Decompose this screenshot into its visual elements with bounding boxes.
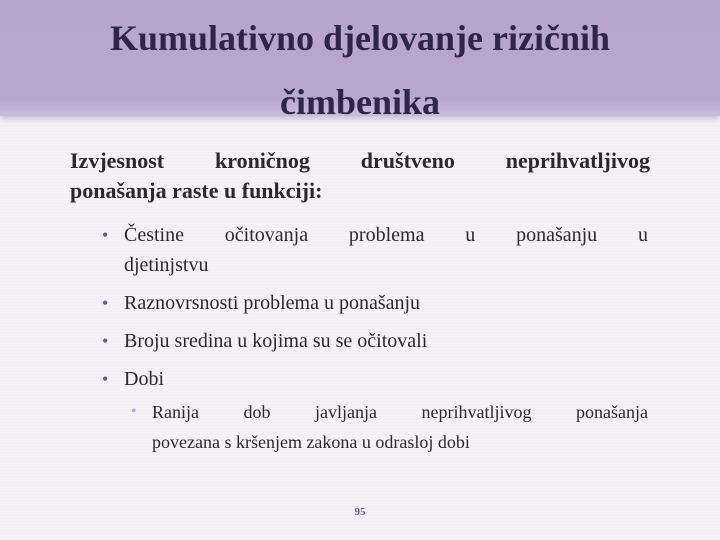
bullet-dot-icon: • <box>102 369 109 389</box>
list-item-text: Broju sredina u kojima su se očitovali <box>124 330 428 352</box>
body-heading-line2: ponašanja raste u funkciji: <box>70 178 323 203</box>
slide-title <box>40 6 680 134</box>
sub-list-item-text-line2: povezana s kršenjem zakona u odrasloj dobi <box>152 432 470 452</box>
list-item-text: Raznovrsnosti problema u ponašanju <box>124 292 421 314</box>
sub-bullet-dot-icon: • <box>131 403 137 420</box>
slide-title-line1: Kumulativno djelovanje rizičnih <box>109 18 610 58</box>
page-number: 95 <box>354 506 366 518</box>
list-item-text: Dobi <box>124 368 164 390</box>
bullet-dot-icon: • <box>102 331 109 351</box>
title-band <box>0 0 720 122</box>
body-heading-line1: Izvjesnost kroničnog društveno neprihvatljivog <box>70 148 650 173</box>
body-heading <box>70 146 650 206</box>
list-item <box>100 288 648 318</box>
list-item <box>100 326 648 356</box>
list-item-text-line1: Čestine očitovanja problema u ponašanju u <box>124 224 648 246</box>
sub-bullet-list <box>128 397 648 457</box>
sub-list-item <box>128 397 648 457</box>
bullet-dot-icon: • <box>102 293 109 313</box>
slide-title-line2: čimbenika <box>279 82 440 122</box>
list-item <box>100 364 648 394</box>
list-item <box>100 220 648 280</box>
bullet-list <box>100 220 648 402</box>
list-item-text-line2: djetinjstvu <box>124 254 209 276</box>
bullet-dot-icon: • <box>102 225 109 245</box>
sub-list-item-text-line1: Ranija dob javljanja neprihvatljivog ponašanja <box>152 402 648 422</box>
